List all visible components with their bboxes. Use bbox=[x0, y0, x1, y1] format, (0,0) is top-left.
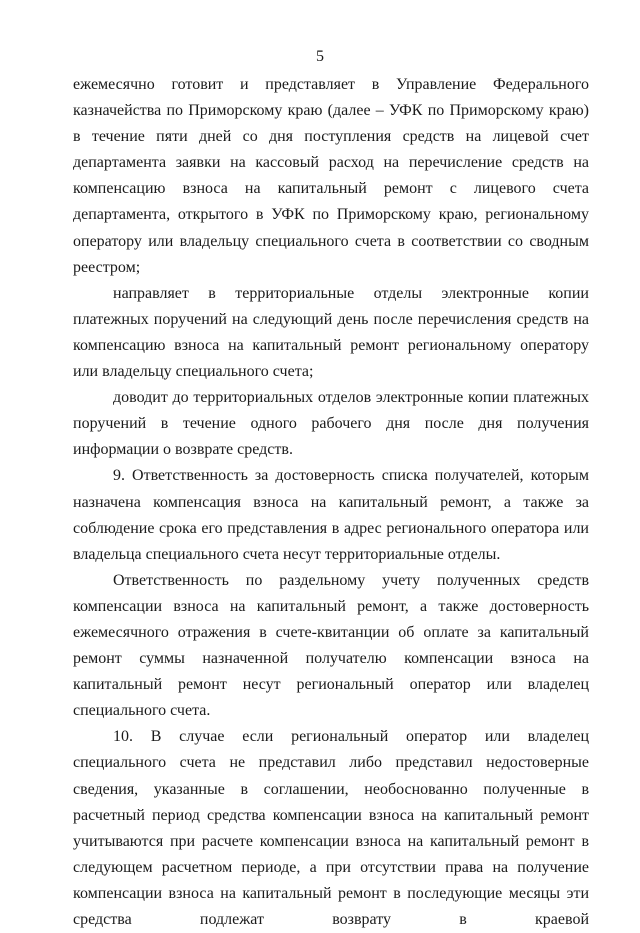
paragraph-directs-copies: направляет в территориальные отделы электронные копии платежных поручений на следующий день после перечисления средств на компенсацию взноса на капитальный ремонт региональному оператору или владельцу специального счета; bbox=[73, 284, 589, 381]
paragraph-item-10: 10. В случае если региональный оператор или владелец специального счета не представил либо представил недостоверные сведения, указанные в соглашении, необоснованно полученные в расчетный период средства компенсации взноса на капитальный ремонт учитываются при расчете компенсации взноса на капитальный ремонт в следующем расчетном периоде, а при отсутствии права на получение компенсации взноса на капитальный ремонт в последующие месяцы эти средства подлежат возврату в краевой bbox=[73, 728, 589, 928]
paragraph-delivers-copies: доводит до территориальных отделов электронные копии платежных поручений в течение одного рабочего дня после дня получения информации о возврате средств. bbox=[73, 389, 589, 459]
page-number: 5 bbox=[316, 48, 324, 65]
paragraph-item-9: 9. Ответственность за достоверность списка получателей, которым назначена компенсация взноса на капитальный ремонт, а также за соблюдение срока его представления в адрес регионального оператора или владельца специального счета несут территориальные отделы. bbox=[73, 467, 589, 563]
paragraph-continuation: ежемесячно готовит и представляет в Управление Федерального казначейства по Приморскому краю (далее – УФК по Приморскому краю) в течение пяти дней со дня поступления средств на лицевой счет департамента заявки на кассовый расход на перечисление средств на компенсацию взноса на капитальный ремонт с лицевого счета департамента, открытого в УФК по Приморскому краю, региональному оператору или владельцу специального счета в соответствии со сводным реестром; bbox=[73, 76, 589, 276]
paragraph-responsibility: Ответственность по раздельному учету полученных средств компенсации взноса на капитальный ремонт, а также достоверность ежемесячного отражения в счете-квитанции об оплате за капитальный ремонт суммы назначенной получателю компенсации взноса на капитальный ремонт несут региональный оператор или владелец специального счета. bbox=[73, 571, 589, 720]
document-body bbox=[73, 72, 589, 933]
